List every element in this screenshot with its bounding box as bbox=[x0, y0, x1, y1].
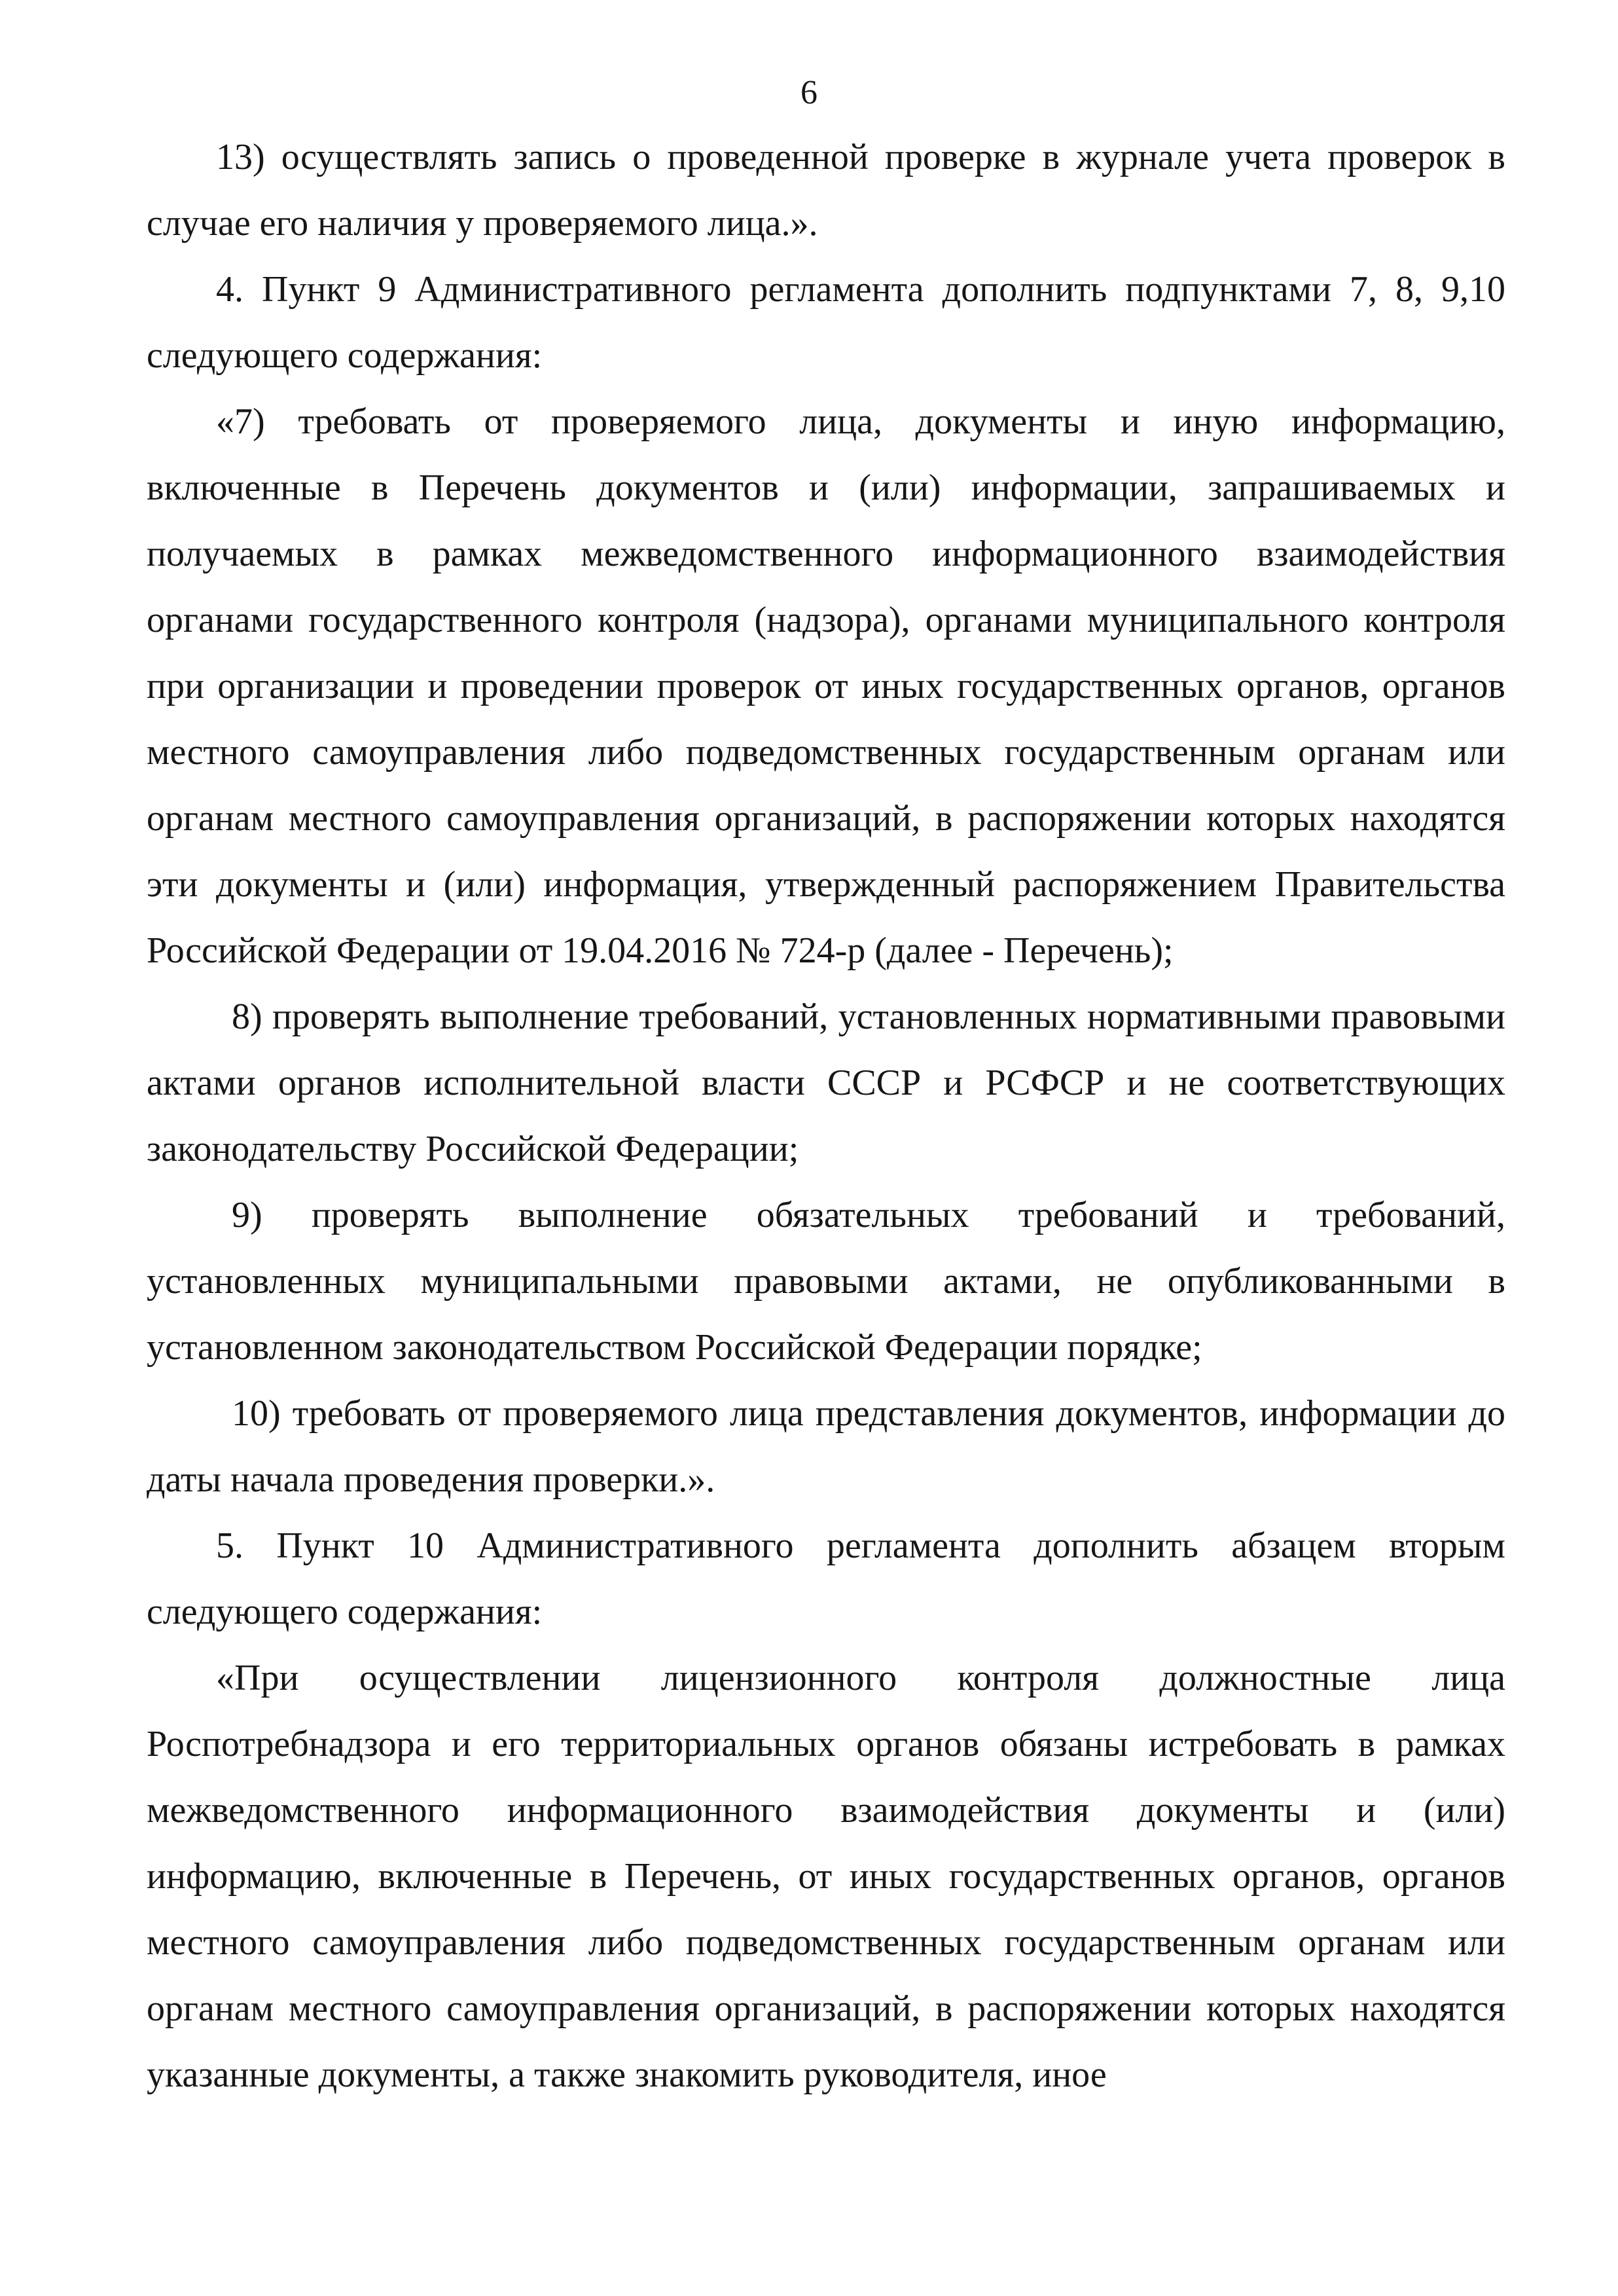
paragraph-amendment-4: 4. Пункт 9 Административного регламента дополнить подпунктами 7, 8, 9,10 следующего содержания: bbox=[147, 269, 1505, 376]
paragraph-amendment-5: 5. Пункт 10 Административного регламента дополнить абзацем вторым следующего содержания: bbox=[147, 1525, 1505, 1632]
document-body bbox=[147, 124, 1505, 2108]
paragraph-subitem-8: 8) проверять выполнение требований, установленных нормативными правовыми актами органов исполнительной власти СССР и РСФСР и не соответствующих законодательству Российской Федерации; bbox=[147, 996, 1505, 1169]
paragraph-subitem-9: 9) проверять выполнение обязательных требований и требований, установленных муниципальными правовыми актами, не опубликованными в установленном законодательством Российской Федерации порядке; bbox=[147, 1195, 1505, 1368]
page-number: 6 bbox=[800, 74, 818, 111]
paragraph-item-13-end: 13) осуществлять запись о проведенной проверке в журнале учета проверок в случае его наличия у проверяемого лица.». bbox=[147, 137, 1505, 244]
paragraph-licensing-control: «При осуществлении лицензионного контроля должностные лица Роспотребнадзора и его территориальных органов обязаны истребовать в рамках межведомственного информационного взаимодействия документы и (или) информацию, включенные в Перечень, от иных государственных органов, органов местного самоуправления либо подведомственных государственным органам или органам местного самоуправления организаций, в распоряжении которых находятся указанные документы, а также знакомить руководителя, иное bbox=[147, 1658, 1505, 2095]
paragraph-subitem-7: «7) требовать от проверяемого лица, документы и иную информацию, включенные в Перечень документов и (или) информации, запрашиваемых и получаемых в рамках межведомственного информационного взаимодействия органами государственного контроля (надзора), органами муниципального контроля при организации и проведении проверок от иных государственных органов, органов местного самоуправления либо подведомственных государственным органам или органам местного самоуправления организаций, в распоряжении которых находятся эти документы и (или) информация, утвержденный распоряжением Правительства Российской Федерации от 19.04.2016 № 724-р (далее - Перечень); bbox=[147, 401, 1505, 971]
paragraph-subitem-10: 10) требовать от проверяемого лица представления документов, информации до даты начала проведения проверки.». bbox=[147, 1393, 1505, 1500]
